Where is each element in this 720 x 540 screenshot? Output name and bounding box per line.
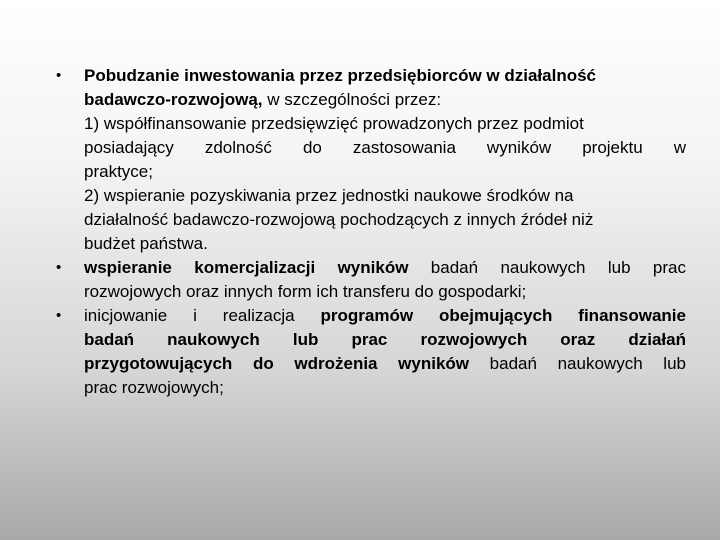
bullet-2-line-1-bold: wspieranie komercjalizacji wyników — [84, 258, 409, 277]
bullet-1-line-8: budżet państwa. — [84, 234, 208, 253]
bullet-3-line-1-start: inicjowanie i realizacja — [84, 306, 321, 325]
bullet-2-line-1-rest: badań naukowych lub prac — [408, 258, 686, 277]
bullet-2-line-2: rozwojowych oraz innych form ich transferu do gospodarki; — [84, 282, 527, 301]
slide-content — [54, 64, 686, 400]
bullet-1-line-1: Pobudzanie inwestowania przez przedsiębiorców w działalność — [84, 66, 596, 85]
bullet-1-line-7: działalność badawczo-rozwojową pochodzących z innych źródeł niż — [84, 210, 594, 229]
bullet-1-line-2 — [84, 88, 686, 112]
bullet-item-3 — [54, 304, 686, 400]
bullet-1-line-5: praktyce; — [84, 162, 153, 181]
bullet-3-line-3-rest: badań naukowych lub — [469, 354, 686, 373]
bullet-dot: • — [56, 259, 62, 276]
bullet-3-line-2: badań naukowych lub prac rozwojowych oraz działań — [84, 330, 686, 349]
bullet-item-1 — [54, 64, 686, 256]
bullet-dot: • — [56, 307, 62, 324]
bullet-dot: • — [56, 67, 62, 84]
bullet-3-line-3-bold: przygotowujących do wdrożenia wyników — [84, 354, 470, 373]
bullet-item-2 — [54, 256, 686, 304]
bullet-1-line-6: 2) wspieranie pozyskiwania przez jednostki naukowe środków na — [84, 186, 574, 205]
bullet-1-line-2-bold: badawczo-rozwojową, — [84, 90, 263, 109]
bullet-3-line-3 — [84, 352, 686, 376]
bullet-3-line-1-bold: programów obejmujących finansowanie — [320, 306, 686, 325]
bullet-3-line-1 — [84, 304, 686, 328]
bullet-1-line-4: posiadający zdolność do zastosowania wyników projektu w — [84, 138, 686, 157]
bullet-3-line-4: prac rozwojowych; — [84, 378, 224, 397]
bullet-1-line-3: 1) współfinansowanie przedsięwzięć prowadzonych przez podmiot — [84, 114, 584, 133]
bullet-1-line-2-rest: w szczególności przez: — [262, 90, 442, 109]
bullet-2-line-1 — [84, 256, 686, 280]
